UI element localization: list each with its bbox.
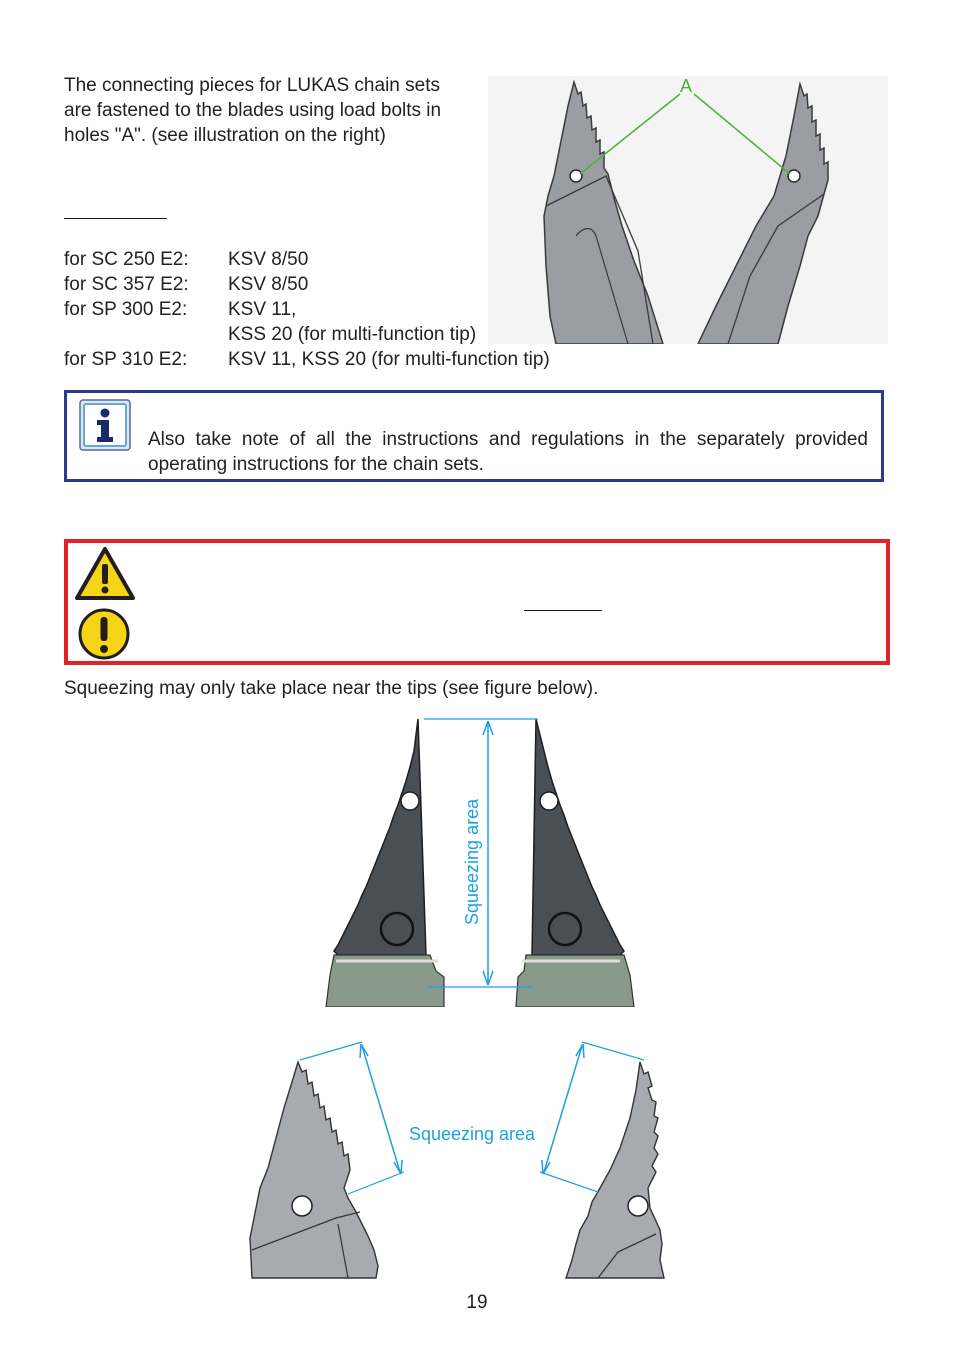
info-icon <box>79 399 131 451</box>
left-blade-hole <box>292 1196 312 1216</box>
right-dimension-arrow <box>544 1046 582 1172</box>
squeezing-area-label-vertical: Squeezing area <box>462 798 482 925</box>
model-name: for SP 310 E2: <box>64 349 188 370</box>
squeezing-area-label: Squeezing area <box>408 1124 536 1144</box>
blade-holes-figure <box>488 76 888 344</box>
right-dimension-top <box>582 1042 644 1060</box>
right-dimension-bottom <box>540 1172 598 1192</box>
model-name: for SC 357 E2: <box>64 274 189 295</box>
left-dimension-arrow <box>362 1046 400 1172</box>
model-name: for SC 250 E2: <box>64 249 189 270</box>
right-blade-hole <box>628 1196 648 1216</box>
left-blade <box>334 719 426 955</box>
squeeze-note: Squeezing may only take place near the tips (see figure below). <box>64 678 599 699</box>
chain-set: KSV 8/50 <box>228 249 309 270</box>
model-name: for SP 300 E2: <box>64 299 188 320</box>
squeezing-area-figure-front <box>320 715 650 1007</box>
list-item <box>64 347 550 372</box>
right-blade-hole <box>540 792 558 810</box>
chain-set: KSV 11, <box>228 299 297 320</box>
hole-a-right <box>788 170 800 182</box>
warning-underline <box>524 610 602 611</box>
squeezing-area-figure-side <box>248 1038 668 1280</box>
caution-circle-icon <box>76 607 132 661</box>
chain-set: KSV 11, KSS 20 (for multi-function tip) <box>228 349 550 370</box>
right-blade <box>566 1062 664 1278</box>
chain-set: KSS 20 (for multi-function tip) <box>228 324 477 345</box>
callout-label-a: A <box>679 76 693 96</box>
left-blade-hole <box>401 792 419 810</box>
heading-underline <box>64 218 167 219</box>
warning-box <box>64 539 890 665</box>
list-item <box>64 322 476 347</box>
right-blade-holder <box>516 955 634 1007</box>
intro-paragraph: The connecting pieces for LUKAS chain sets are fastened to the blades using load bolts in holes "A". (see illustration on the right) <box>64 75 442 146</box>
page-number: 19 <box>466 1292 488 1313</box>
chain-set: KSV 8/50 <box>228 274 309 295</box>
info-text: Also take note of all the instructions and regulations in the separately provided operating instructions for the chain sets. <box>148 429 868 475</box>
left-dimension-top <box>300 1042 362 1060</box>
left-blade-holder <box>326 955 444 1007</box>
warning-triangle-icon <box>74 546 136 602</box>
list-item <box>64 272 308 297</box>
left-blade <box>250 1062 378 1278</box>
list-item <box>64 247 308 272</box>
left-dimension-bottom <box>348 1172 404 1194</box>
hole-a-left <box>570 170 582 182</box>
list-item <box>64 297 296 322</box>
